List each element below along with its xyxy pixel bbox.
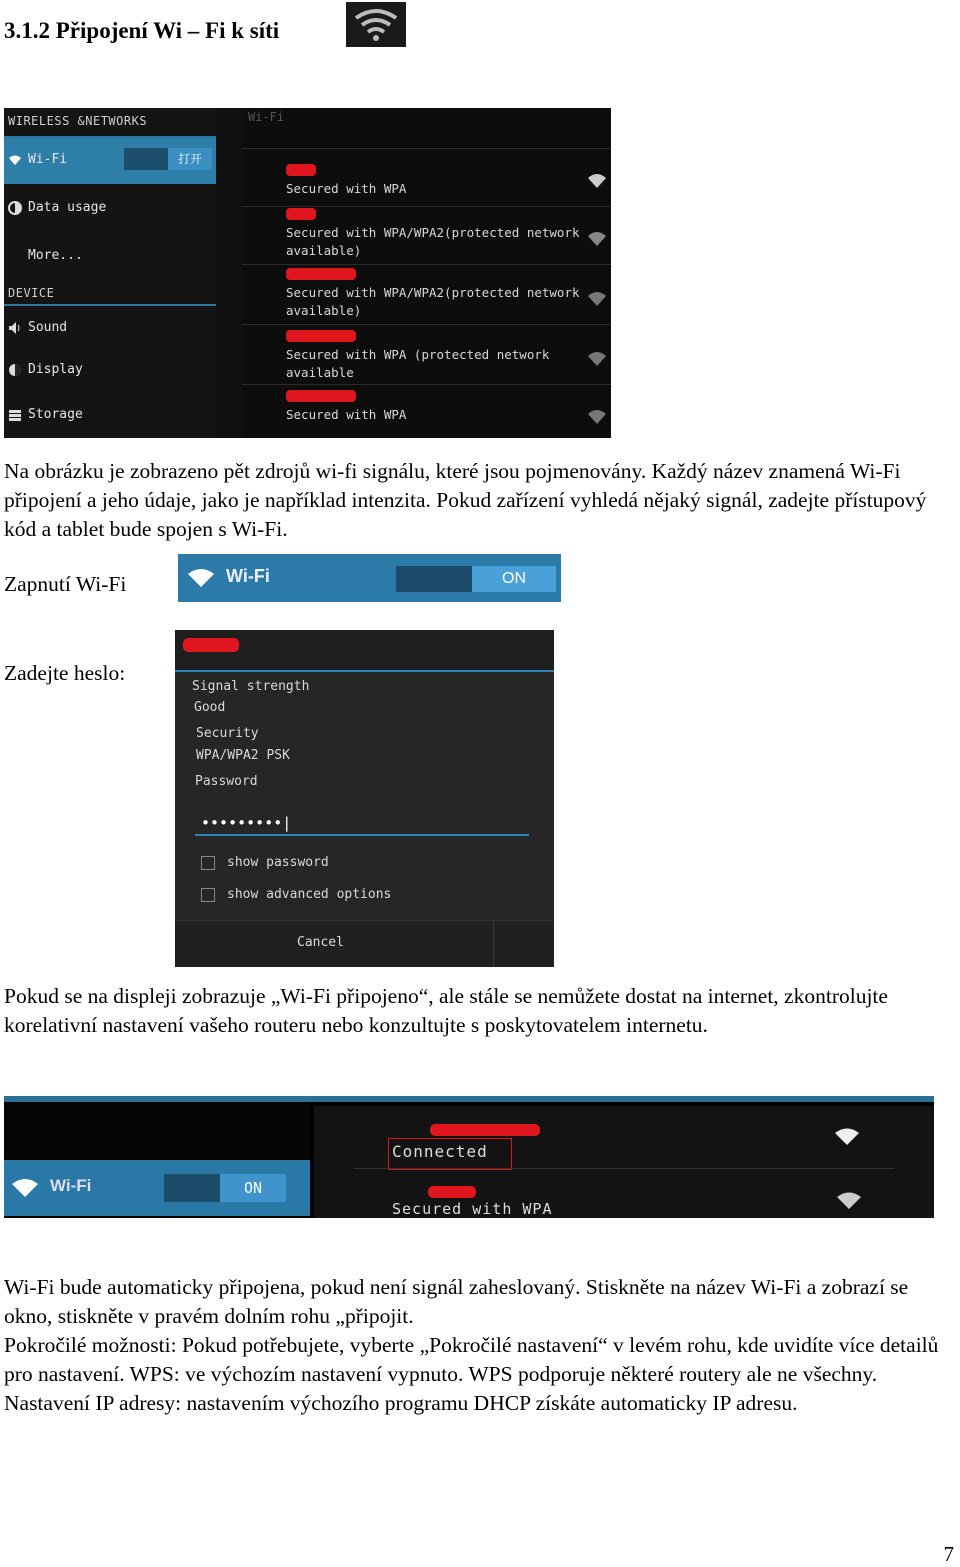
label-enable-wifi: Zapnutí Wi-Fi — [4, 572, 127, 596]
network-item[interactable] — [286, 268, 606, 320]
sidebar-item-label: Storage — [28, 407, 83, 422]
show-advanced-label: show advanced options — [227, 887, 392, 902]
network-item[interactable] — [286, 164, 606, 198]
network-status: Secured with WPA — [286, 181, 407, 196]
divider — [242, 148, 611, 149]
network-status[interactable]: Secured with WPA — [392, 1200, 553, 1218]
storage-icon — [7, 407, 23, 423]
sidebar-item-sound[interactable] — [4, 308, 216, 348]
category-device: DEVICE — [8, 286, 55, 300]
sidebar-item-label: Display — [28, 362, 83, 377]
paragraph-troubleshoot: Pokud se na displeji zobrazuje „Wi-Fi připojeno“, ale stále se nemůžete dostat na internet, zkontrolujte korelativní nastavení vašeho routeru nebo konzultujte s poskytovatelem internetu. — [4, 984, 888, 1037]
signal-strength-label: Signal strength — [192, 679, 310, 694]
password-label: Password — [195, 774, 258, 789]
settings-sidebar — [4, 108, 216, 438]
toggle-on-label: 打开 — [168, 148, 212, 170]
divider — [4, 304, 216, 306]
section-heading: 3.1.2 Připojení Wi – Fi k síti — [4, 18, 280, 43]
security-value: WPA/WPA2 PSK — [196, 748, 290, 763]
toggle-on-label: ON — [220, 1174, 286, 1202]
network-status: Secured with WPA — [286, 407, 407, 422]
dialog-button-row — [175, 920, 554, 967]
network-item[interactable] — [286, 208, 606, 260]
wifi-icon — [7, 152, 23, 168]
paragraph-auto-connect: Wi-Fi bude automaticky připojena, pokud není signál zaheslovaný. Stiskněte na název Wi-Fi a zobrazí se okno, stiskněte v pravém dolním rohu „připojit. — [4, 1275, 909, 1328]
wifi-settings-screenshot — [4, 108, 611, 438]
pane-title: Wi-Fi — [248, 110, 285, 124]
network-status: Secured with WPA/WPA2(protected network available) — [286, 285, 580, 318]
wifi-toggle[interactable] — [124, 148, 212, 170]
divider — [242, 384, 611, 385]
password-dialog — [175, 630, 554, 966]
wifi-label: Wi-Fi — [226, 566, 270, 586]
wifi-locked-icon — [587, 406, 607, 426]
redacted-network-name — [286, 268, 356, 280]
brightness-icon — [7, 362, 23, 378]
sidebar-item-data-usage[interactable] — [4, 188, 216, 228]
show-advanced-checkbox[interactable] — [201, 888, 215, 902]
signal-strength-value: Good — [194, 700, 226, 715]
wifi-toggle[interactable] — [164, 1174, 286, 1202]
wifi-icon — [186, 566, 216, 588]
wifi-locked-icon — [587, 170, 607, 190]
sidebar-item-wifi[interactable] — [4, 138, 216, 184]
redacted-network-name — [430, 1124, 540, 1136]
wifi-connected-screenshot — [4, 1096, 934, 1218]
network-list — [242, 108, 611, 438]
wifi-icon — [10, 1176, 40, 1198]
wifi-locked-icon — [587, 288, 607, 308]
divider — [354, 1168, 894, 1169]
wifi-on-bar — [178, 554, 561, 602]
label-enter-password: Zadejte heslo: — [4, 661, 126, 685]
redacted-network-name — [286, 208, 316, 220]
sidebar-item-more[interactable] — [4, 236, 216, 276]
toggle-on-label: ON — [472, 566, 556, 592]
wifi-locked-icon — [836, 1190, 862, 1210]
divider — [242, 206, 611, 207]
network-item[interactable] — [286, 390, 606, 424]
password-underline — [195, 834, 529, 836]
speaker-icon — [7, 320, 23, 336]
wifi-signal-icon — [834, 1126, 860, 1146]
sidebar-item-storage[interactable] — [4, 395, 216, 435]
sidebar-item-label: Data usage — [28, 200, 107, 215]
divider — [242, 324, 611, 325]
divider — [242, 264, 611, 265]
wifi-locked-icon — [587, 228, 607, 248]
divider — [493, 921, 494, 967]
redacted-network-name — [183, 638, 239, 652]
data-usage-icon — [7, 200, 23, 216]
dialog-title-bar — [175, 630, 554, 672]
cancel-button[interactable]: Cancel — [297, 935, 344, 950]
redacted-network-name — [286, 330, 356, 342]
category-wireless: WIRELESS &NETWORKS — [8, 114, 148, 128]
password-input[interactable]: •••••••••| — [201, 814, 292, 832]
paragraph-intro: Na obrázku je zobrazeno pět zdrojů wi-fi signálu, které jsou pojmenovány. Každý název znamená Wi-Fi připojení a jeho údaje, jako je například intenzita. Pokud zařízení vyhledá nějaký signál, zadejte přístupový kód a tablet bude spojen s Wi-Fi. — [4, 459, 927, 541]
network-status: Secured with WPA (protected network available — [286, 347, 550, 380]
redacted-network-name — [428, 1186, 476, 1198]
sidebar-item-label: Sound — [28, 320, 68, 335]
network-status: Secured with WPA/WPA2(protected network available) — [286, 225, 580, 258]
sidebar-item-display[interactable] — [4, 350, 216, 390]
network-item[interactable] — [286, 330, 606, 382]
show-password-checkbox[interactable] — [201, 856, 215, 870]
sidebar-item-wifi[interactable] — [4, 1160, 310, 1216]
wifi-label: Wi-Fi — [50, 1176, 92, 1195]
sidebar-item-label: Wi-Fi — [28, 152, 68, 167]
sidebar-item-label: More... — [28, 248, 83, 263]
page-number: 7 — [943, 1542, 954, 1566]
show-password-label: show password — [227, 855, 329, 870]
security-label: Security — [196, 726, 259, 741]
paragraph-advanced: Pokročilé možnosti: Pokud potřebujete, vyberte „Pokročilé nastavení“ v levém rohu, kde uvidíte více detailů pro nastavení. WPS: ve výchozím nastavení vypnuto. WPS podporuje některé routery ale ne všechny. Nastavení IP adresy: nastavením výchozího programu DHCP získáte automaticky IP adresu. — [4, 1333, 939, 1415]
connected-status[interactable]: Connected — [392, 1142, 488, 1161]
wifi-icon — [346, 2, 406, 47]
wifi-locked-icon — [587, 348, 607, 368]
network-list — [314, 1106, 934, 1218]
redacted-network-name — [286, 390, 356, 402]
redacted-network-name — [286, 164, 316, 176]
wifi-toggle[interactable] — [396, 566, 556, 592]
